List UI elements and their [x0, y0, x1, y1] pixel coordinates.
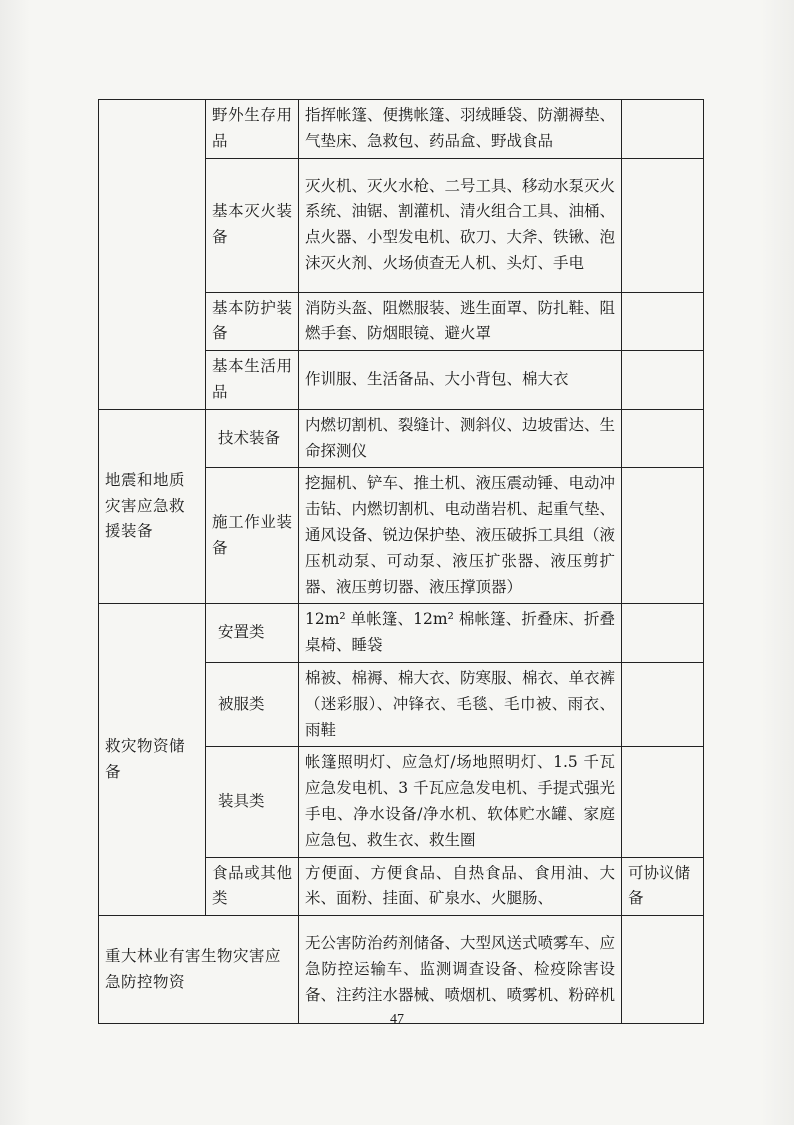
note-cell	[622, 662, 704, 746]
subcategory-cell: 被服类	[206, 662, 299, 746]
items-cell: 消防头盔、阻燃服装、逃生面罩、防扎鞋、阻燃手套、防烟眼镜、避火罩	[299, 292, 622, 351]
items-cell: 指挥帐篷、便携帐篷、羽绒睡袋、防潮褥垫、气垫床、急救包、药品盒、野战食品	[299, 100, 622, 159]
items-cell: 帐篷照明灯、应急灯/场地照明灯、1.5 千瓦应急发电机、3 千瓦应急发电机、手提式强光手电、净水设备/净水机、软体贮水罐、家庭应急包、救生衣、救生圈	[299, 747, 622, 857]
category-cell: 救灾物资储备	[99, 604, 206, 916]
items-cell: 棉被、棉褥、棉大衣、防寒服、棉衣、单衣裤（迷彩服）、冲锋衣、毛毯、毛巾被、雨衣、雨鞋	[299, 662, 622, 746]
equipment-table	[98, 99, 704, 1024]
table-row	[99, 409, 704, 468]
note-cell	[622, 100, 704, 159]
page-number: 47	[390, 1012, 404, 1027]
subcategory-cell: 装具类	[206, 747, 299, 857]
subcategory-cell: 基本防护装备	[206, 292, 299, 351]
table-row	[99, 604, 704, 663]
subcategory-cell: 野外生存用品	[206, 100, 299, 159]
category-cell: 重大林业有害生物灾害应急防控物资	[99, 916, 299, 1024]
note-cell	[622, 747, 704, 857]
subcategory-cell: 食品或其他类	[206, 857, 299, 916]
note-cell	[622, 409, 704, 468]
note-cell	[622, 468, 704, 604]
subcategory-cell: 基本灭火装备	[206, 158, 299, 292]
table-row	[99, 100, 704, 159]
items-cell: 挖掘机、铲车、推土机、液压震动锤、电动冲击钻、内燃切割机、电动凿岩机、起重气垫、通风设备、锐边保护垫、液压破拆工具组（液压机动泵、可动泵、液压扩张器、液压剪扩器、液压剪切器、液压撑顶器）	[299, 468, 622, 604]
items-cell: 灭火机、灭火水枪、二号工具、移动水泵灭火系统、油锯、割灌机、清火组合工具、油桶、点火器、小型发电机、砍刀、大斧、铁锹、泡沫灭火剂、火场侦查无人机、头灯、手电	[299, 158, 622, 292]
note-cell	[622, 292, 704, 351]
items-cell: 作训服、生活备品、大小背包、棉大衣	[299, 351, 622, 410]
note-cell	[622, 351, 704, 410]
table-row	[99, 916, 704, 1024]
subcategory-cell: 安置类	[206, 604, 299, 663]
category-cell	[99, 100, 206, 410]
items-cell: 12m² 单帐篷、12m² 棉帐篷、折叠床、折叠桌椅、睡袋	[299, 604, 622, 663]
note-cell	[622, 604, 704, 663]
category-cell: 地震和地质灾害应急救援装备	[99, 409, 206, 604]
subcategory-cell: 技术装备	[206, 409, 299, 468]
note-cell: 可协议储备	[622, 857, 704, 916]
items-cell: 内燃切割机、裂缝计、测斜仪、边坡雷达、生命探测仪	[299, 409, 622, 468]
subcategory-cell: 基本生活用品	[206, 351, 299, 410]
note-cell	[622, 916, 704, 1024]
note-cell	[622, 158, 704, 292]
items-cell: 无公害防治药剂储备、大型风送式喷雾车、应急防控运输车、监测调查设备、检疫除害设备、注药注水器械、喷烟机、喷雾机、粉碎机	[299, 916, 622, 1024]
subcategory-cell: 施工作业装备	[206, 468, 299, 604]
items-cell: 方便面、方便食品、自热食品、食用油、大米、面粉、挂面、矿泉水、火腿肠、	[299, 857, 622, 916]
